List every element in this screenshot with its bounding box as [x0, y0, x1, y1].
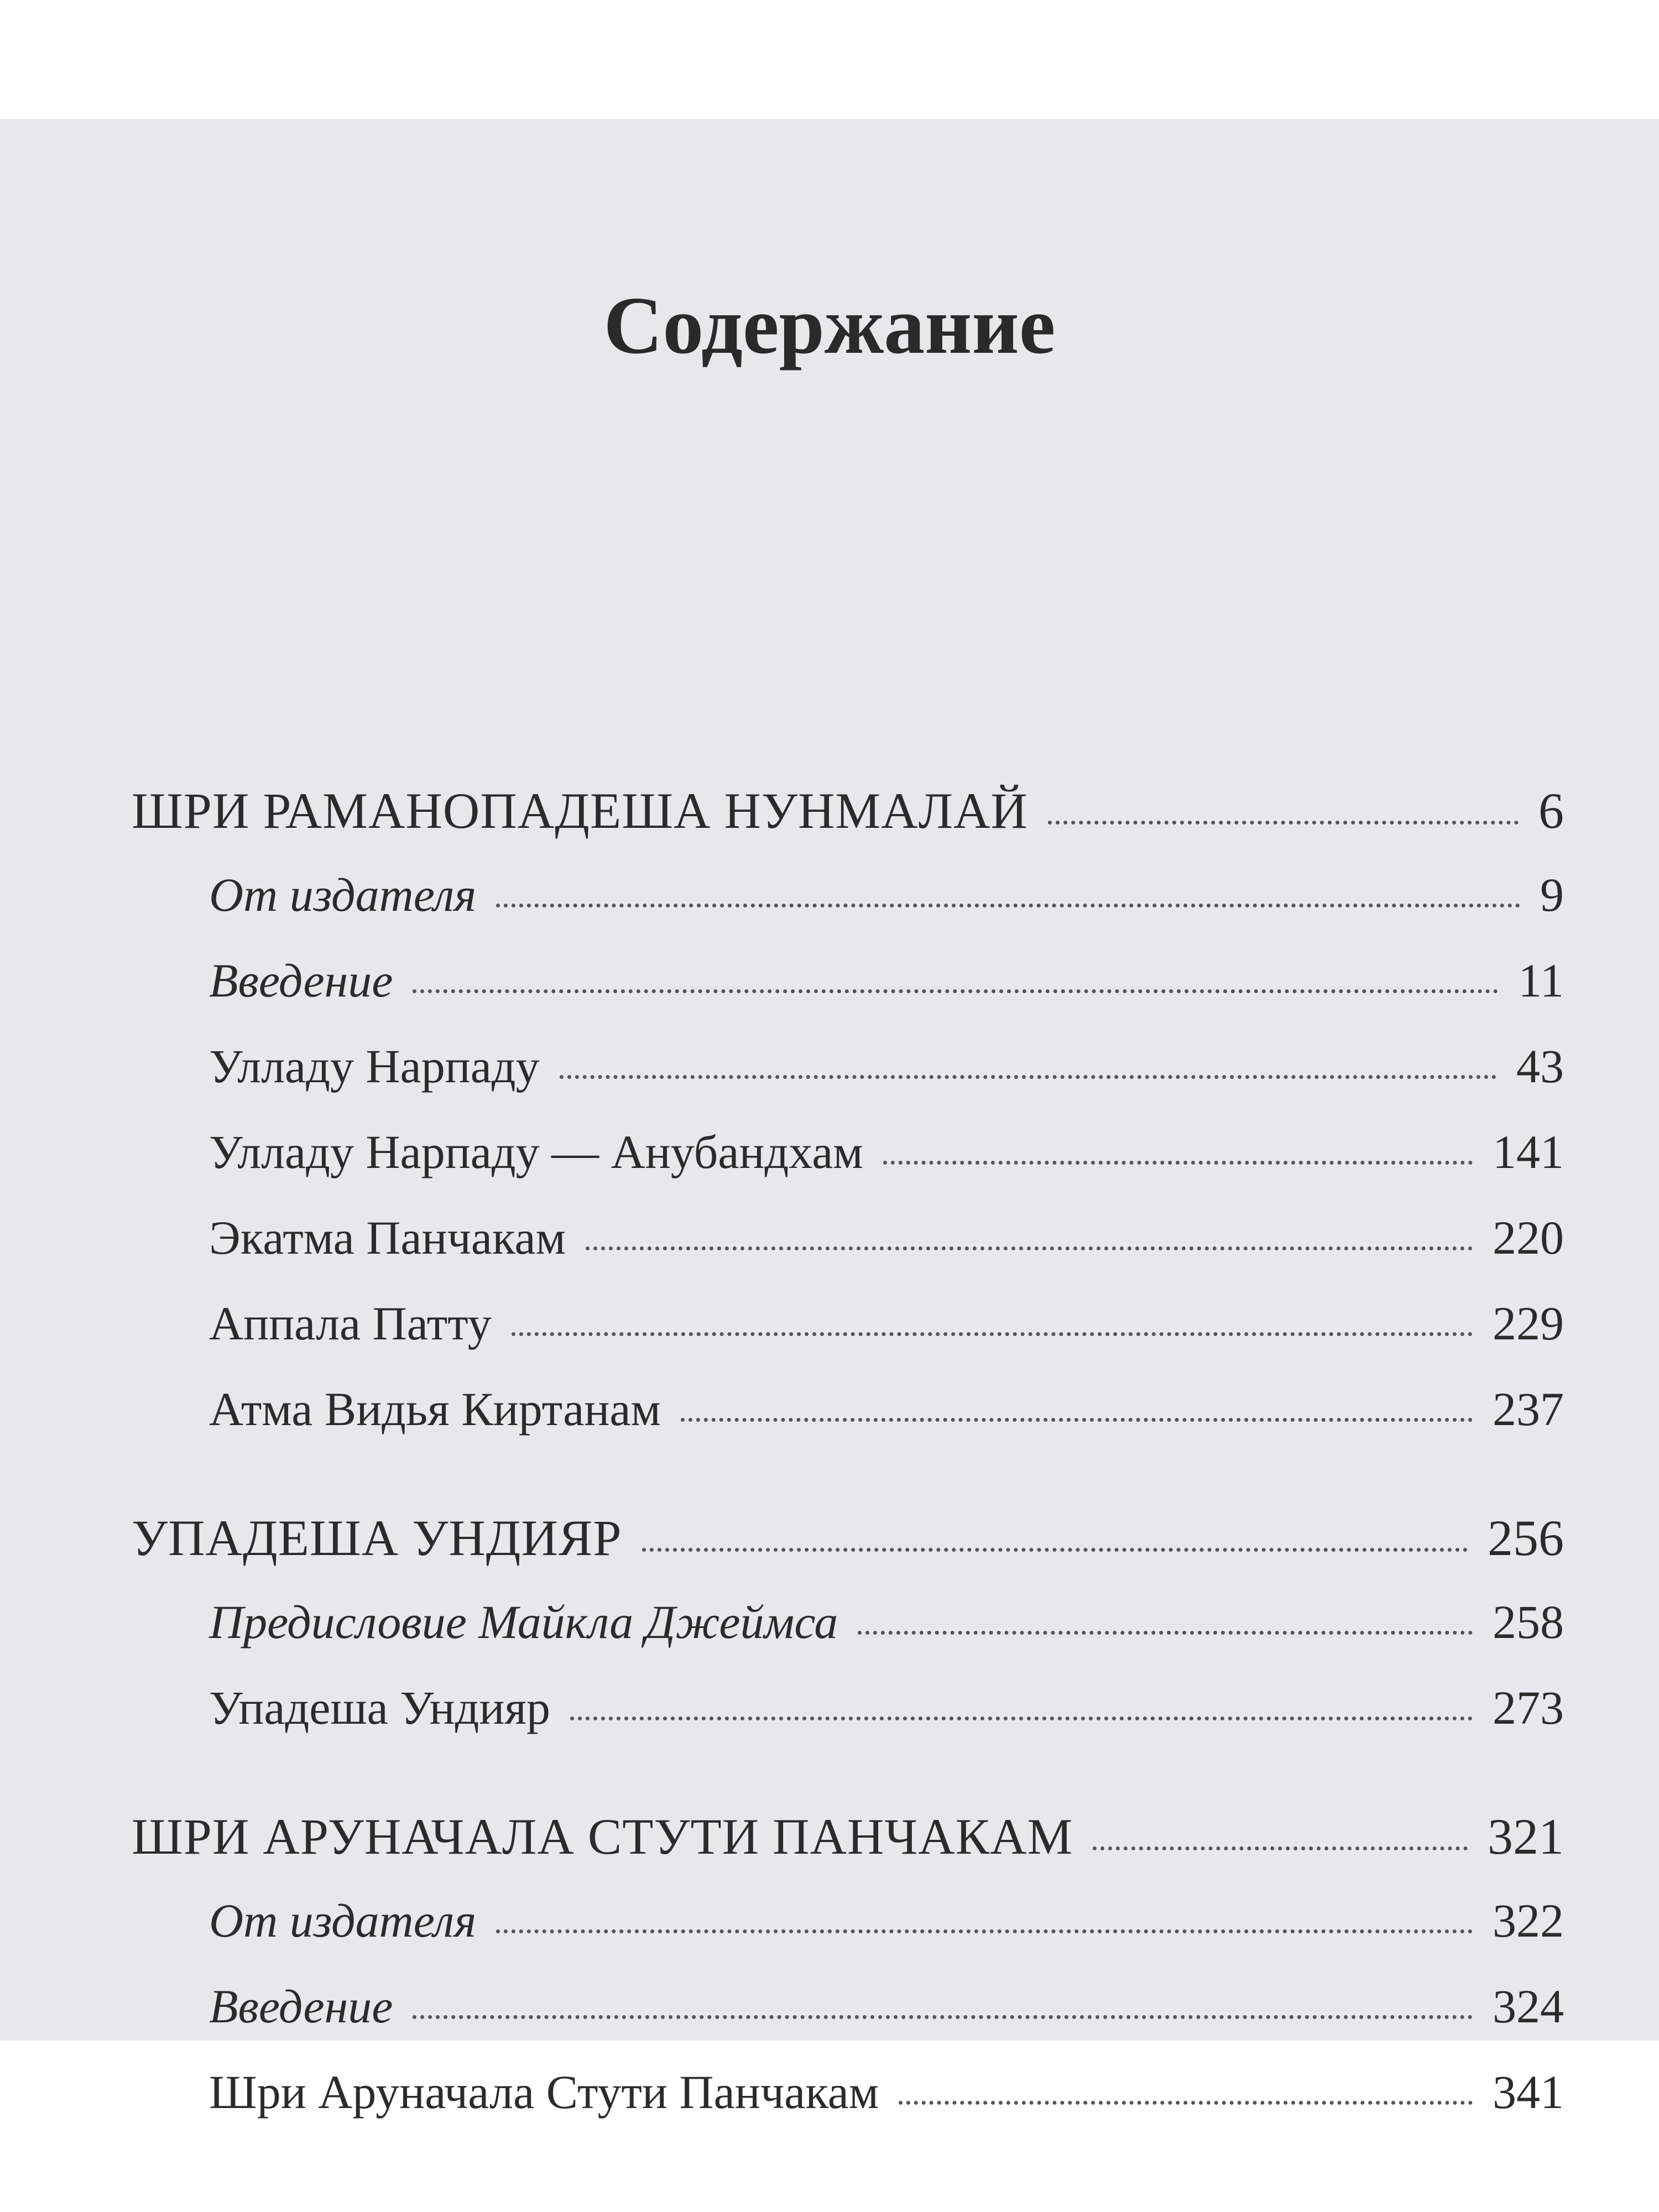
toc-entry-page: 237	[1493, 1383, 1564, 1436]
dot-leader	[413, 2015, 1473, 2019]
toc-entry	[132, 2065, 1564, 2154]
toc-entry-page: 141	[1493, 1125, 1564, 1178]
toc-entry-page: 322	[1493, 1894, 1564, 1947]
toc-entry-title: Введение	[209, 1980, 393, 2033]
toc-entry-title: Упадеша Ундияр	[209, 1681, 551, 1734]
page-sheet	[0, 119, 1659, 2119]
toc-entry-page: 220	[1493, 1211, 1564, 1264]
toc-entry	[132, 868, 1564, 957]
dot-leader	[560, 1075, 1496, 1079]
toc-entry-page: 258	[1493, 1595, 1564, 1648]
toc-entry-page: 43	[1516, 1040, 1564, 1093]
toc-entry	[132, 1894, 1564, 1983]
dot-leader	[413, 989, 1498, 993]
toc-entry-title: Предисловие Майкла Джеймса	[209, 1595, 838, 1648]
dot-leader	[570, 1717, 1473, 1720]
toc-entry	[132, 782, 1564, 871]
toc-entry	[132, 1125, 1564, 1214]
toc-entry-title: УПАДЕША УНДИЯР	[132, 1510, 622, 1566]
dot-leader	[899, 2101, 1473, 2105]
toc-entry-page: 324	[1493, 1980, 1564, 2033]
toc-entry	[132, 954, 1564, 1042]
toc-entry	[132, 1808, 1564, 1897]
toc-entry-title: Введение	[209, 954, 393, 1007]
toc-entry-page: 6	[1538, 782, 1564, 839]
toc-entry	[132, 1512, 1564, 1598]
toc-entry-title: Аппала Патту	[209, 1297, 492, 1350]
page-title: Содержание	[603, 280, 1056, 371]
toc-entry-title: Шри Аруначала Стути Панчакам	[209, 2065, 879, 2119]
toc-entry	[132, 1595, 1564, 1684]
toc-entry-title: Улладу Нарпаду — Анубандхам	[209, 1125, 863, 1178]
dot-leader	[496, 904, 1520, 907]
dot-leader	[642, 1548, 1468, 1552]
toc-entry-page: 229	[1493, 1297, 1564, 1350]
dot-leader	[1093, 1846, 1468, 1850]
toc-entry-page: 273	[1493, 1681, 1564, 1734]
toc-entry	[132, 1297, 1564, 1385]
dot-leader	[496, 1929, 1473, 1933]
dot-leader	[858, 1631, 1473, 1635]
toc-entry	[132, 1211, 1564, 1300]
toc-entry-title: Улладу Нарпаду	[209, 1040, 540, 1093]
toc-entry-page: 256	[1488, 1510, 1564, 1566]
toc-entry-title: ШРИ АРУНАЧАЛА СТУТИ ПАНЧАКАМ	[132, 1808, 1073, 1865]
toc-entry-page: 11	[1518, 954, 1564, 1007]
toc-entry-page: 9	[1540, 868, 1564, 921]
toc-entry-page: 321	[1488, 1808, 1564, 1865]
dot-leader	[1048, 821, 1519, 825]
dot-leader	[586, 1246, 1473, 1250]
toc-entry-title: ШРИ РАМАНОПАДЕША НУНМАЛАЙ	[132, 782, 1028, 839]
toc-entry	[132, 1980, 1564, 2068]
dot-leader	[883, 1161, 1473, 1165]
toc-entry-title: Атма Видья Киртанам	[209, 1383, 661, 1436]
dot-leader	[681, 1418, 1473, 1422]
toc-entry-title: От издателя	[209, 1894, 477, 1947]
toc-entry-page: 341	[1493, 2065, 1564, 2119]
toc-entry	[132, 1042, 1564, 1128]
toc-entry	[132, 1385, 1564, 1471]
toc-entry-title: Экатма Панчакам	[209, 1211, 566, 1264]
toc-entry-title: От издателя	[209, 868, 477, 921]
table-of-contents	[132, 782, 1564, 2154]
toc-entry	[132, 1681, 1564, 1770]
dot-leader	[512, 1332, 1473, 1336]
